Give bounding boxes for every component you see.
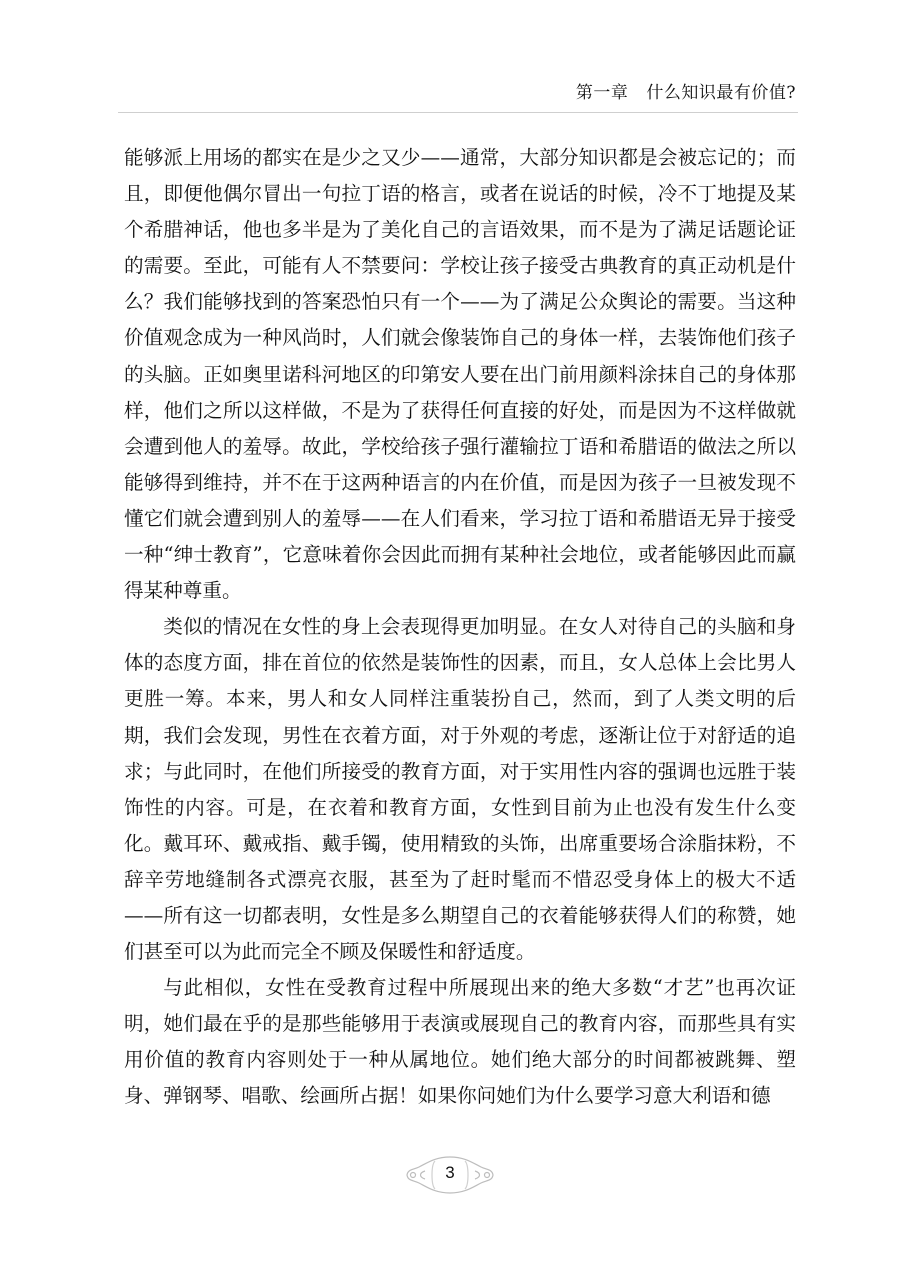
paragraph-2: 类似的情况在女性的身上会表现得更加明显。在女人对待自己的头脑和身体的态度方面，排在首位的依然是装饰性的因素，而且，女人总体上会比男人更胜一筹。本来，男人和女人同样注重装扮自己，然而，到了人类文明的后期，我们会发现，男性在衣着方面，对于外观的考虑，逐渐让位于对舒适的追求；与此同时，在他们所接受的教育方面，对于实用性内容的强调也远胜于装饰性的内容。可是，在衣着和教育方面，女性到目前为止也没有发生什么变化。戴耳环、戴戒指、戴手镯，使用精致的头饰，出席重要场合涂脂抹粉，不辞辛劳地缝制各式漂亮衣服，甚至为了赶时髦而不惜忍受身体上的极大不适——所有这一切都表明，女性是多么期望自己的衣着能够获得人们的称赞，她们甚至可以为此而完全不顾及保暖性和舒适度。 (124, 615, 796, 964)
paragraph-1: 能够派上用场的都实在是少之又少——通常，大部分知识都是会被忘记的；而且，即便他偶尔冒出一句拉丁语的格言，或者在说话的时候，冷不丁地提及某个希腊神话，他也多半是为了美化自己的言语效果，而不是为了满足话题论证的需要。至此，可能有人不禁要问：学校让孩子接受古典教育的真正动机是什么？我们能够找到的答案恐怕只有一个——为了满足公众舆论的需要。当这种价值观念成为一种风尚时，人们就会像装饰自己的身体一样，去装饰他们孩子的头脑。正如奥里诺科河地区的印第安人要在出门前用颜料涂抹自己的身体那样，他们之所以这样做，不是为了获得任何直接的好处，而是因为不这样做就会遭到他人的羞辱。故此，学校给孩子强行灌输拉丁语和希腊语的做法之所以能够得到维持，并不在于这两种语言的内在价值，而是因为孩子一旦被发现不懂它们就会遭到别人的羞辱——在人们看来，学习拉丁语和希腊语无异于接受一种“绅士教育”，它意味着你会因此而拥有某种社会地位，或者能够因此而赢得某种尊重。 (124, 146, 796, 603)
chapter-title: 什么知识最有价值? (646, 83, 796, 103)
running-header (576, 78, 796, 103)
header-rule (118, 112, 798, 113)
page-footer (0, 1153, 900, 1203)
chapter-label: 第一章 (575, 83, 629, 103)
page-number: 3 (445, 1163, 455, 1182)
body-text (124, 140, 796, 1115)
paragraph-3: 与此相似，女性在受教育过程中所展现出来的绝大多数“才艺”也再次证明，她们最在乎的是那些能够用于表演或展现自己的教育内容，而那些具有实用价值的教育内容则处于一种从属地位。她们绝大部分的时间都被跳舞、塑身、弹钢琴、唱歌、绘画所占据！如果你问她们为什么要学习意大利语和德 (124, 976, 796, 1108)
